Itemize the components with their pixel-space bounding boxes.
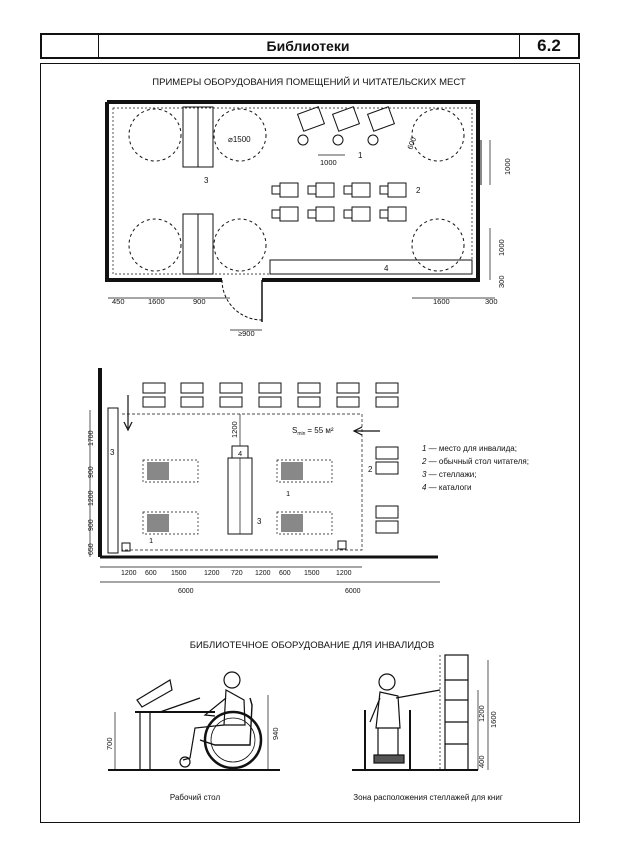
legend-num: 2 <box>422 457 427 466</box>
circle-seating <box>412 109 464 161</box>
legend-item <box>421 457 529 466</box>
plan2-right-table <box>376 521 398 533</box>
dim-300-right: 300 <box>497 275 506 288</box>
bottom-dim: 600 <box>145 570 157 577</box>
shelf-figure <box>352 655 488 770</box>
plan2-side-shelf <box>108 408 118 553</box>
area-sub: min <box>297 431 306 437</box>
page-title: Библиотеки <box>266 38 350 54</box>
desk-dim-700: 700 <box>105 737 114 750</box>
desk-lamp <box>137 680 172 707</box>
total-dim: 6000 <box>178 588 194 595</box>
legend <box>421 444 529 492</box>
desk-dim-940: 940 <box>271 727 280 740</box>
dim-1600-right: 1600 <box>433 297 450 306</box>
legend-text: — стеллажи; <box>426 470 477 479</box>
bookshelf <box>445 655 468 770</box>
small-box <box>338 541 346 549</box>
plan2-bottom-dims <box>121 570 361 595</box>
shelf-caption: Зона расположения стеллажей для книг <box>353 793 503 802</box>
section3-title: БИБЛИОТЕЧНОЕ ОБОРУДОВАНИЕ ДЛЯ ИНВАЛИДОВ <box>189 640 435 651</box>
bottom-dim: 720 <box>231 570 243 577</box>
plan1-label-1: 1 <box>358 151 363 160</box>
left-dim: 900 <box>88 466 95 478</box>
plan2-label-1-right: 1 <box>286 489 291 498</box>
disabled-places <box>298 107 395 145</box>
dim-900: 900 <box>193 297 206 306</box>
plan1-diameter: ⌀1500 <box>228 135 251 144</box>
person-arm-reach <box>396 690 440 698</box>
legend-text: — каталоги <box>426 483 472 492</box>
bottom-dim: 1500 <box>171 570 187 577</box>
plan2-top-tables <box>143 383 398 407</box>
left-dim: 900 <box>88 519 95 531</box>
plan1-label-4: 4 <box>384 264 389 273</box>
dim-1000-top: 1000 <box>320 158 337 167</box>
dim-450: 450 <box>112 297 125 306</box>
legend-num: 4 <box>422 483 427 492</box>
area-value: = 55 м² <box>307 426 334 435</box>
plan2-label-4: 4 <box>238 449 243 458</box>
total-dim: 6000 <box>345 588 361 595</box>
plan2-label-2: 2 <box>368 465 373 474</box>
person-leg <box>183 725 224 760</box>
bottom-dim: 1500 <box>304 570 320 577</box>
desk-caption: Рабочий стол <box>169 793 221 802</box>
dim-door: ≥900 <box>238 329 255 338</box>
desk-board <box>160 698 200 712</box>
person-head <box>224 672 240 688</box>
wheelchair-wheel <box>205 712 261 768</box>
plan2-label-3-center: 3 <box>257 517 262 526</box>
plan2-label-3-left: 3 <box>110 448 115 457</box>
area-symbol: S <box>292 426 298 435</box>
left-dim: 650 <box>88 543 95 555</box>
bottom-dim: 1200 <box>204 570 220 577</box>
plan2-label-1-left: 1 <box>149 536 154 545</box>
plan1-walls <box>107 102 478 280</box>
legend-num: 3 <box>422 470 427 479</box>
bottom-dim: 1200 <box>336 570 352 577</box>
desk-figure <box>108 672 280 770</box>
shelf-dim-400: 400 <box>477 755 486 768</box>
plan1-label-2: 2 <box>416 186 421 195</box>
plan1 <box>107 102 481 322</box>
legend-item <box>422 483 471 492</box>
left-dim: 1200 <box>88 490 95 506</box>
plan2 <box>90 368 440 582</box>
shelf-dim-1200: 1200 <box>477 705 486 722</box>
plan2-right-table <box>376 506 398 518</box>
bottom-dim: 1200 <box>121 570 137 577</box>
bottom-dim: 600 <box>279 570 291 577</box>
legend-item <box>422 470 476 479</box>
legend-text: — место для инвалида; <box>426 444 517 453</box>
plan2-right-table <box>376 447 398 459</box>
circle-seating <box>129 219 181 271</box>
left-dim: 1700 <box>88 430 95 446</box>
circle-seating <box>412 219 464 271</box>
plan2-d1200-top: 1200 <box>230 421 239 438</box>
circle-seating <box>129 109 181 161</box>
person-head <box>379 674 395 690</box>
plan2-left-dims <box>88 430 95 555</box>
dim-300-bottom: 300 <box>485 297 498 306</box>
legend-text: — обычный стол читателя; <box>426 457 529 466</box>
legend-item <box>422 444 517 453</box>
catalog-strip <box>270 260 472 274</box>
reader-tables <box>272 183 406 221</box>
wheelchair-marks <box>147 462 303 532</box>
desk-leg <box>140 712 150 770</box>
legend-num: 1 <box>422 444 427 453</box>
plan2-area <box>292 426 334 437</box>
plan1-label-3: 3 <box>204 176 209 185</box>
dim-600: 600 <box>405 135 419 151</box>
page-number: 6.2 <box>519 35 578 57</box>
section1-title: ПРИМЕРЫ ОБОРУДОВАНИЯ ПОМЕЩЕНИЙ И ЧИТАТЕЛЬСКИХ МЕСТ <box>152 77 466 88</box>
circle-seating <box>214 219 266 271</box>
plan2-right-table <box>376 462 398 474</box>
dim-1000-right-b: 1000 <box>497 239 506 256</box>
shelf-dim-1600: 1600 <box>489 711 498 728</box>
dim-1600-left: 1600 <box>148 297 165 306</box>
dim-1000-right-a: 1000 <box>503 158 512 175</box>
plan1-door <box>222 280 262 322</box>
bottom-dim: 1200 <box>255 570 271 577</box>
wheelchair-footrest <box>374 755 404 763</box>
